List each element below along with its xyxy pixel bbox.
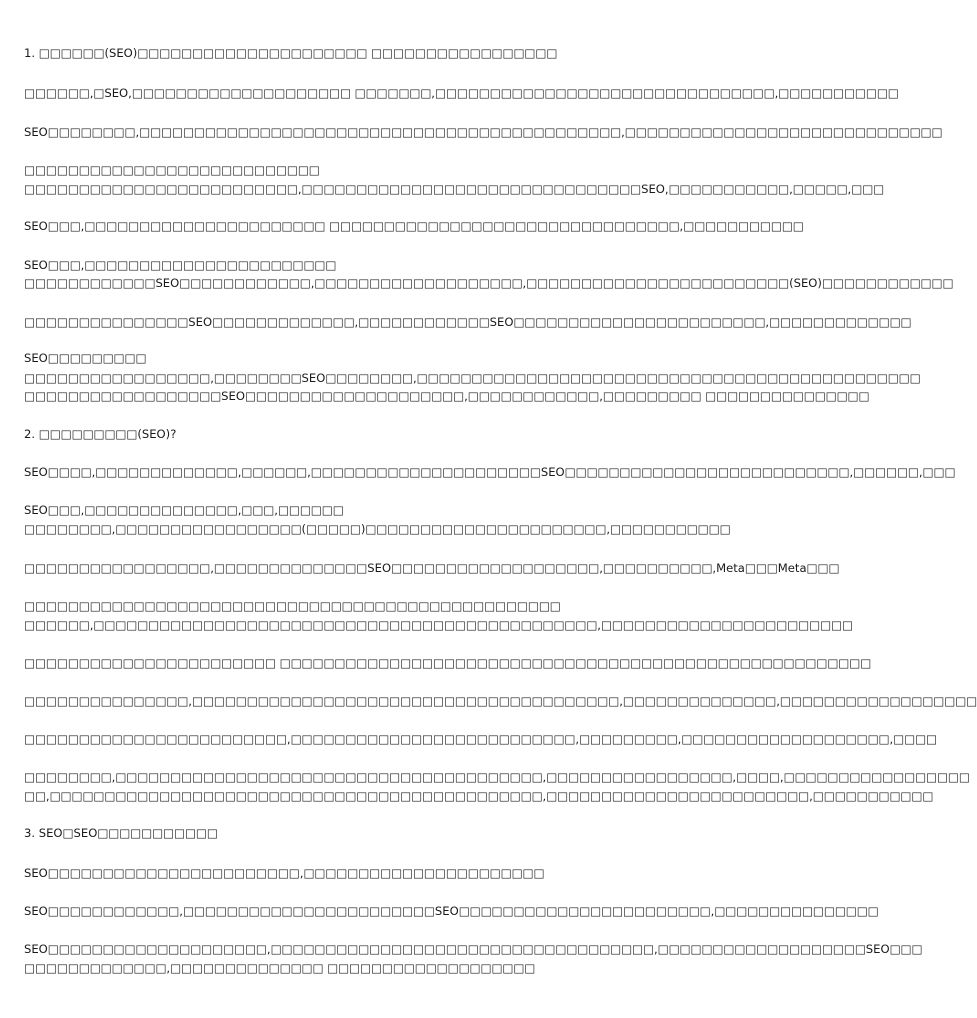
paragraph-line: □□□□□□,□□□□□□□□□□□□□□□□□□□□□□□□□□□□□□□□□□□□□□□□□□□□□□,□□□□□□□□□□□□□□□□□□□□□□□ <box>24 618 853 632</box>
paragraph-line: □□□□□□□□□□□□□□□□□,□□□□□□□□SEO□□□□□□□□,□□□□□□□□□□□□□□□□□□□□□□□□□□□□□□□□□□□□□□□□□□□□□□ <box>24 371 921 385</box>
paragraph-line: □□□□□□□□□□□□SEO□□□□□□□□□□□□,□□□□□□□□□□□□□□□□□□□,□□□□□□□□□□□□□□□□□□□□□□□□(SEO)□□□□□□□□□□□□ <box>24 276 954 290</box>
paragraph-line: □□□□□□□□,□□□□□□□□□□□□□□□□□□□□□□□□□□□□□□□□□□□□□□□,□□□□□□□□□□□□□□□□□,□□□□,□□□□□□□□□□□□□□□□□ <box>24 770 970 784</box>
paragraph-line: □□□□□□□□,□□□□□□□□□□□□□□□□□(□□□□□)□□□□□□□□□□□□□□□□□□□□□□,□□□□□□□□□□□ <box>24 522 731 536</box>
paragraph-line: □□□□□□□□□□□□□□□□□□□□□□□ □□□□□□□□□□□□□□□□□□□□□□□□□□□□□□□□□□□□□□□□□□□□□□□□□□□□□□ <box>24 656 872 670</box>
paragraph-line: SEO□□□□□□□□,□□□□□□□□□□□□□□□□□□□□□□□□□□□□□□□□□□□□□□□□□□□□,□□□□□□□□□□□□□□□□□□□□□□□□□□□□□ <box>24 125 943 139</box>
paragraph-line: □□□□□□□□□□□□□□□SEO□□□□□□□□□□□□□,□□□□□□□□□□□□SEO□□□□□□□□□□□□□□□□□□□□□□□,□□□□□□□□□□□□□ <box>24 315 912 329</box>
paragraph-line: SEO□□□,□□□□□□□□□□□□□□□□□□□□□□ □□□□□□□□□□□□□□□□□□□□□□□□□□□□□□□□,□□□□□□□□□□□ <box>24 219 804 233</box>
paragraph-line: □□□□□□□□□□□□□□□□□□SEO□□□□□□□□□□□□□□□□□□□□,□□□□□□□□□□□□,□□□□□□□□□ □□□□□□□□□□□□□□□ <box>24 389 870 403</box>
paragraph-line: SEO□□□□□□□□□□□□,□□□□□□□□□□□□□□□□□□□□□□□SEO□□□□□□□□□□□□□□□□□□□□□□□,□□□□□□□□□□□□□□□ <box>24 904 879 918</box>
heading-section-1: 1. □□□□□□(SEO)□□□□□□□□□□□□□□□□□□□□□ □□□□□□□□□□□□□□□□□ <box>24 46 558 60</box>
paragraph-line: □□□□□□□□□□□□□□□,□□□□□□□□□□□□□□□□□□□□□□□□□□□□□□□□□□□□□□□,□□□□□□□□□□□□□□,□□□□□□□□□□□□□□□□□□ <box>24 694 977 708</box>
paragraph-line: □□□□□□□□□□□□□□□□□□□□□□□□,□□□□□□□□□□□□□□□□□□□□□□□□□□,□□□□□□□□□,□□□□□□□□□□□□□□□□□□□,□□□□ <box>24 732 937 746</box>
paragraph-line: SEO□□□,□□□□□□□□□□□□□□□□□□□□□□□ <box>24 258 337 272</box>
heading-section-3: 3. SEO□SEO□□□□□□□□□□□ <box>24 826 218 840</box>
paragraph-line: □□□□□□,□SEO,□□□□□□□□□□□□□□□□□□□□ □□□□□□□,□□□□□□□□□□□□□□□□□□□□□□□□□□□□□□□,□□□□□□□□□□□ <box>24 86 899 100</box>
heading-section-2: 2. □□□□□□□□□(SEO)? <box>24 427 177 441</box>
paragraph-line: □□□□□□□□□□□□□□□□□□□□□□□□□□□ <box>24 163 320 177</box>
paragraph-line: SEO□□□□□□□□□□□□□□□□□□□□,□□□□□□□□□□□□□□□□□□□□□□□□□□□□□□□□□□□,□□□□□□□□□□□□□□□□□□□SEO□□□ <box>24 942 923 956</box>
paragraph-line: SEO□□□□,□□□□□□□□□□□□□,□□□□□□,□□□□□□□□□□□□□□□□□□□□□SEO□□□□□□□□□□□□□□□□□□□□□□□□□□,□□□□□□,□□□ <box>24 465 956 479</box>
paragraph-line: SEO□□□,□□□□□□□□□□□□□□,□□□,□□□□□□ <box>24 503 344 517</box>
paragraph-line: □□□□□□□□□□□□□□□□□□□□□□□□□,□□□□□□□□□□□□□□□□□□□□□□□□□□□□□□□SEO,□□□□□□□□□□□,□□□□□,□□□ <box>24 182 885 196</box>
paragraph-line: □□□□□□□□□□□□□□□□□,□□□□□□□□□□□□□□SEO□□□□□□□□□□□□□□□□□□□,□□□□□□□□□□,Meta□□□Meta□□□ <box>24 561 840 575</box>
paragraph-line: SEO□□□□□□□□□ <box>24 351 147 365</box>
paragraph-line: □□□□□□□□□□□□□□□□□□□□□□□□□□□□□□□□□□□□□□□□□□□□□□□□□ <box>24 599 561 613</box>
paragraph-line: □□□□□□□□□□□□□,□□□□□□□□□□□□□□ □□□□□□□□□□□□□□□□□□□ <box>24 961 536 975</box>
paragraph-line: SEO□□□□□□□□□□□□□□□□□□□□□□□,□□□□□□□□□□□□□□□□□□□□□□ <box>24 866 545 880</box>
paragraph-line: □□,□□□□□□□□□□□□□□□□□□□□□□□□□□□□□□□□□□□□□□□□□□□□□,□□□□□□□□□□□□□□□□□□□□□□□□,□□□□□□□□□□□ <box>24 789 934 803</box>
